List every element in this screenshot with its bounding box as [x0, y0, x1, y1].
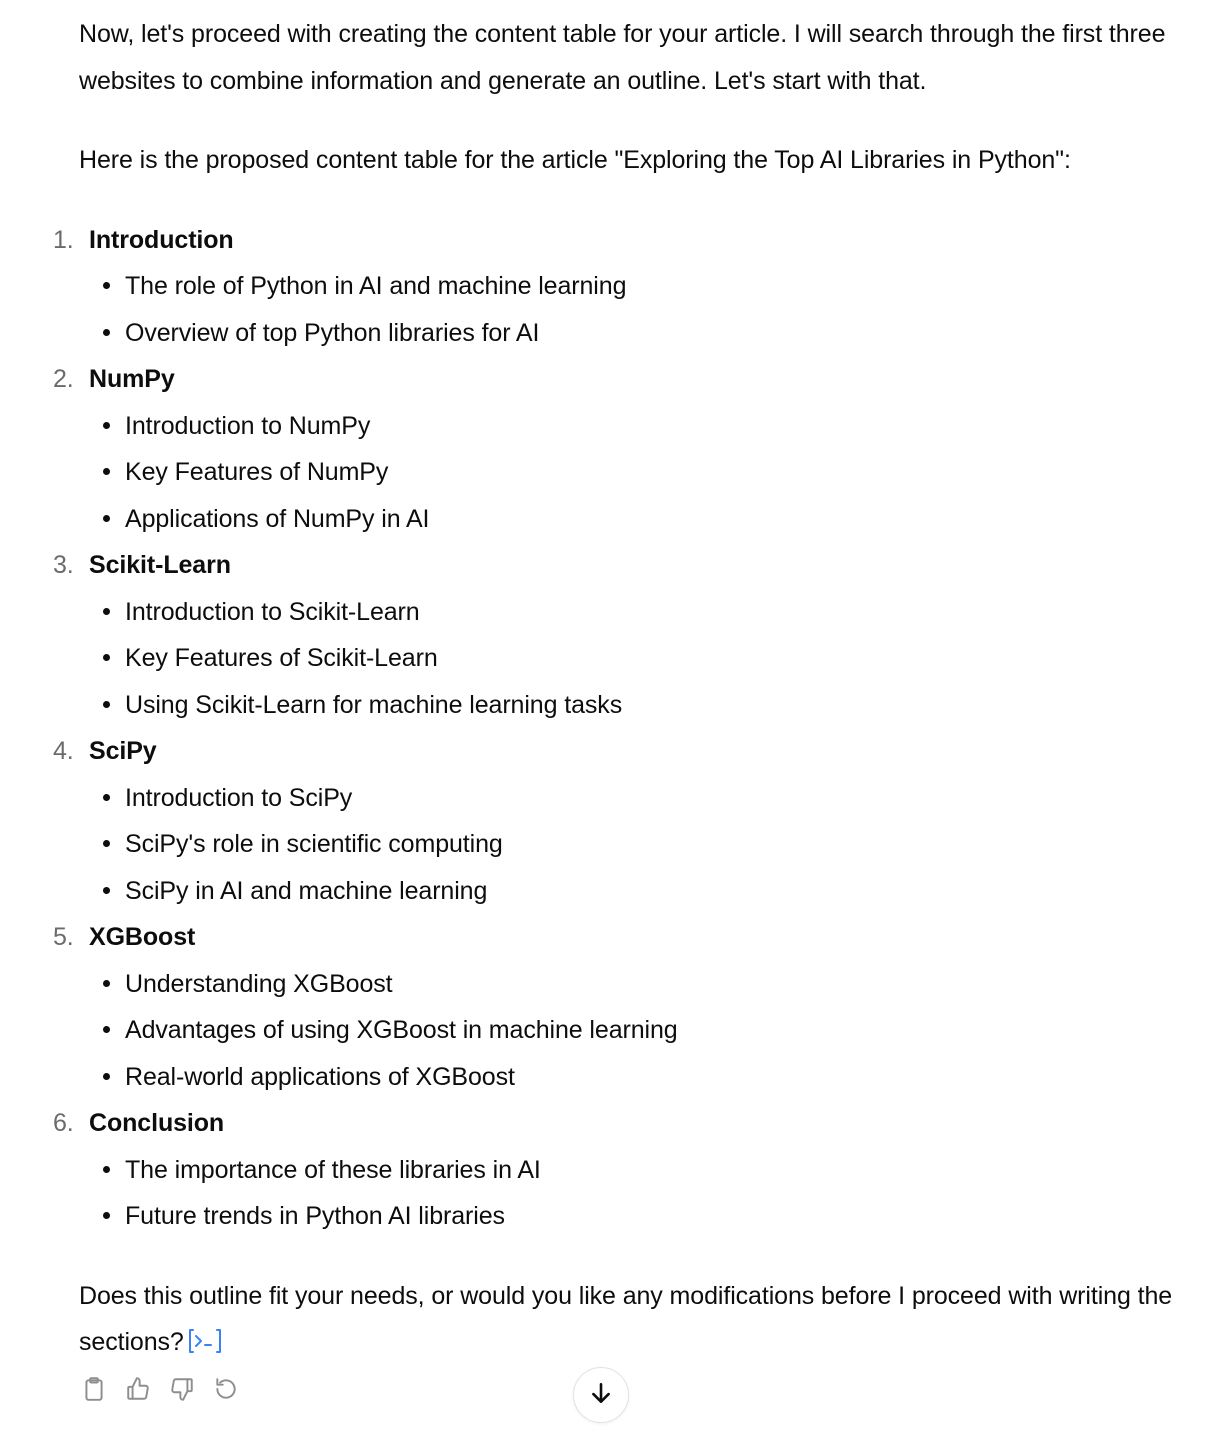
- regenerate-icon[interactable]: [211, 1374, 241, 1404]
- intro-paragraph: Now, let's proceed with creating the content table for your article. I will search through the first three websites to combine information and generate an outline. Let's start with that.: [79, 20, 1166, 95]
- outline-list: [0, 217, 1226, 1240]
- section-title: XGBoost: [89, 923, 196, 951]
- outline-section: [0, 542, 1226, 728]
- section-number: 5.: [53, 923, 74, 951]
- list-item: Key Features of Scikit-Learn: [0, 635, 1226, 682]
- outline-section: [0, 728, 1226, 914]
- scroll-to-bottom-button[interactable]: [573, 1367, 629, 1423]
- closing-text: Does this outline fit your needs, or would you like any modifications before I proceed with writing the sections?: [79, 1281, 1173, 1356]
- section-title: NumPy: [89, 365, 175, 393]
- thumbs-down-icon[interactable]: [167, 1374, 197, 1404]
- section-points: [0, 775, 1226, 915]
- list-item: Future trends in Python AI libraries: [0, 1193, 1226, 1240]
- message-actions: [79, 1374, 241, 1404]
- list-item: Introduction to NumPy: [0, 403, 1226, 450]
- section-points: [0, 589, 1226, 729]
- section-points: [0, 1147, 1226, 1240]
- list-item: Advantages of using XGBoost in machine learning: [0, 1007, 1226, 1054]
- section-number: 2.: [53, 365, 74, 393]
- section-title: SciPy: [89, 737, 157, 765]
- outline-section: [0, 914, 1226, 1100]
- section-number: 6.: [53, 1109, 74, 1137]
- list-item: Applications of NumPy in AI: [0, 496, 1226, 543]
- section-number: 1.: [53, 225, 74, 254]
- list-item: SciPy in AI and machine learning: [0, 868, 1226, 915]
- list-item: SciPy's role in scientific computing: [0, 821, 1226, 868]
- section-points: [0, 403, 1226, 543]
- list-item: Introduction to SciPy: [0, 775, 1226, 822]
- section-number: 3.: [53, 551, 74, 579]
- lead-paragraph: Here is the proposed content table for the article "Exploring the Top AI Libraries in Python":: [79, 146, 1071, 174]
- closing-paragraph: [0, 1273, 1226, 1366]
- section-title: Introduction: [89, 225, 234, 254]
- list-item: The role of Python in AI and machine learning: [0, 263, 1226, 310]
- code-interpreter-icon[interactable]: [188, 1323, 222, 1349]
- clipboard-icon[interactable]: [79, 1374, 109, 1404]
- list-item: Introduction to Scikit-Learn: [0, 589, 1226, 636]
- list-item: Understanding XGBoost: [0, 961, 1226, 1008]
- list-item: Key Features of NumPy: [0, 449, 1226, 496]
- section-number: 4.: [53, 737, 74, 765]
- outline-section: [0, 356, 1226, 542]
- section-points: [0, 961, 1226, 1101]
- section-title: Scikit-Learn: [89, 551, 231, 579]
- outline-section: [0, 217, 1226, 357]
- outline-section: [0, 1100, 1226, 1240]
- arrow-down-icon: [588, 1380, 614, 1411]
- thumbs-up-icon[interactable]: [123, 1374, 153, 1404]
- list-item: Overview of top Python libraries for AI: [0, 310, 1226, 357]
- list-item: The importance of these libraries in AI: [0, 1147, 1226, 1194]
- section-points: [0, 263, 1226, 356]
- list-item: Using Scikit-Learn for machine learning tasks: [0, 682, 1226, 729]
- list-item: Real-world applications of XGBoost: [0, 1054, 1226, 1101]
- section-title: Conclusion: [89, 1109, 225, 1137]
